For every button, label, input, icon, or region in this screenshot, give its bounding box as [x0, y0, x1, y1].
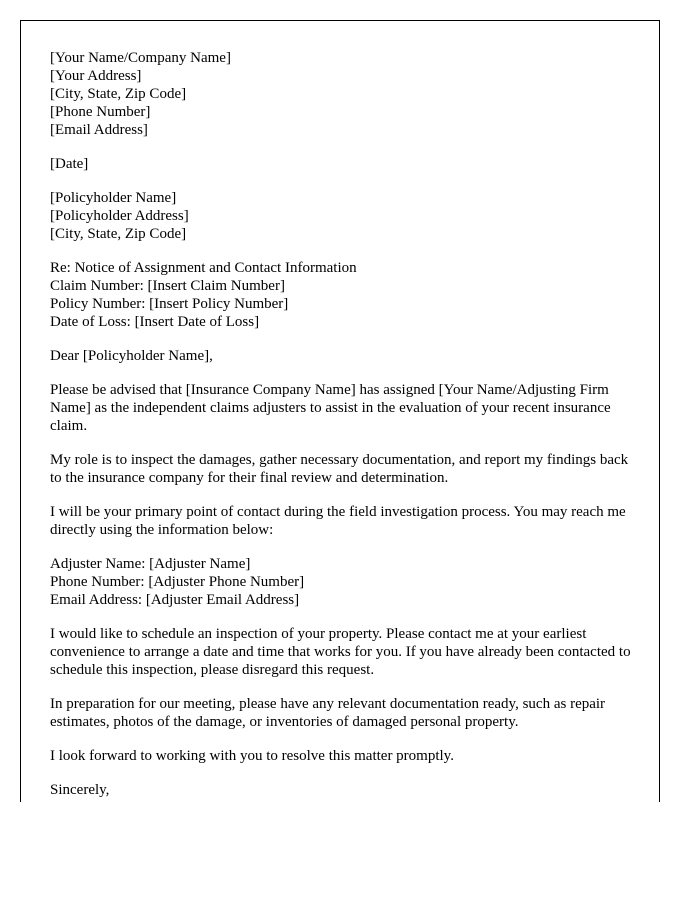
sender-address: [Your Address] — [50, 68, 142, 84]
reference-block — [50, 259, 640, 331]
date-block — [50, 155, 640, 173]
sender-city-state-zip: [City, State, Zip Code] — [50, 86, 187, 102]
policy-number: Policy Number: [Insert Policy Number] — [50, 296, 289, 312]
paragraph-inspection: I would like to schedule an inspection of your property. Please contact me at your earliest convenience to arrange a date and time that works for you. If you have already been contacted to schedule this inspection, please disregard this request. — [50, 626, 631, 678]
letter-date: [Date] — [50, 156, 89, 172]
closing: Sincerely, — [50, 782, 110, 798]
adjuster-email: Email Address: [Adjuster Email Address] — [50, 592, 300, 608]
recipient-city-state-zip: [City, State, Zip Code] — [50, 226, 187, 242]
sender-email: [Email Address] — [50, 122, 148, 138]
salutation: Dear [Policyholder Name], — [50, 348, 213, 364]
closing-block — [50, 781, 640, 799]
adjuster-block — [50, 555, 640, 609]
sender-name: [Your Name/Company Name] — [50, 50, 231, 66]
paragraph-closing-remark: I look forward to working with you to resolve this matter promptly. — [50, 748, 454, 764]
paragraph-preparation: In preparation for our meeting, please have any relevant documentation ready, such as repair estimates, photos of the damage, or inventories of damaged personal property. — [50, 696, 606, 730]
letter-page — [20, 20, 660, 802]
recipient-block — [50, 189, 640, 243]
subject-line: Re: Notice of Assignment and Contact Information — [50, 260, 357, 276]
paragraph-role: My role is to inspect the damages, gather necessary documentation, and report my findings back to the insurance company for their final review and determination. — [50, 452, 629, 486]
paragraph-contact: I will be your primary point of contact during the field investigation process. You may reach me directly using the information below: — [50, 504, 626, 538]
claim-number: Claim Number: [Insert Claim Number] — [50, 278, 285, 294]
letter-body — [50, 49, 640, 799]
recipient-name: [Policyholder Name] — [50, 190, 177, 206]
adjuster-name: Adjuster Name: [Adjuster Name] — [50, 556, 251, 572]
date-of-loss: Date of Loss: [Insert Date of Loss] — [50, 314, 260, 330]
recipient-address: [Policyholder Address] — [50, 208, 189, 224]
paragraph-assignment: Please be advised that [Insurance Company Name] has assigned [Your Name/Adjusting Firm Name] as the independent claims adjusters to assist in the evaluation of your recent insurance claim. — [50, 382, 611, 434]
adjuster-phone: Phone Number: [Adjuster Phone Number] — [50, 574, 305, 590]
salutation-block — [50, 347, 640, 365]
sender-phone: [Phone Number] — [50, 104, 151, 120]
sender-block — [50, 49, 640, 139]
